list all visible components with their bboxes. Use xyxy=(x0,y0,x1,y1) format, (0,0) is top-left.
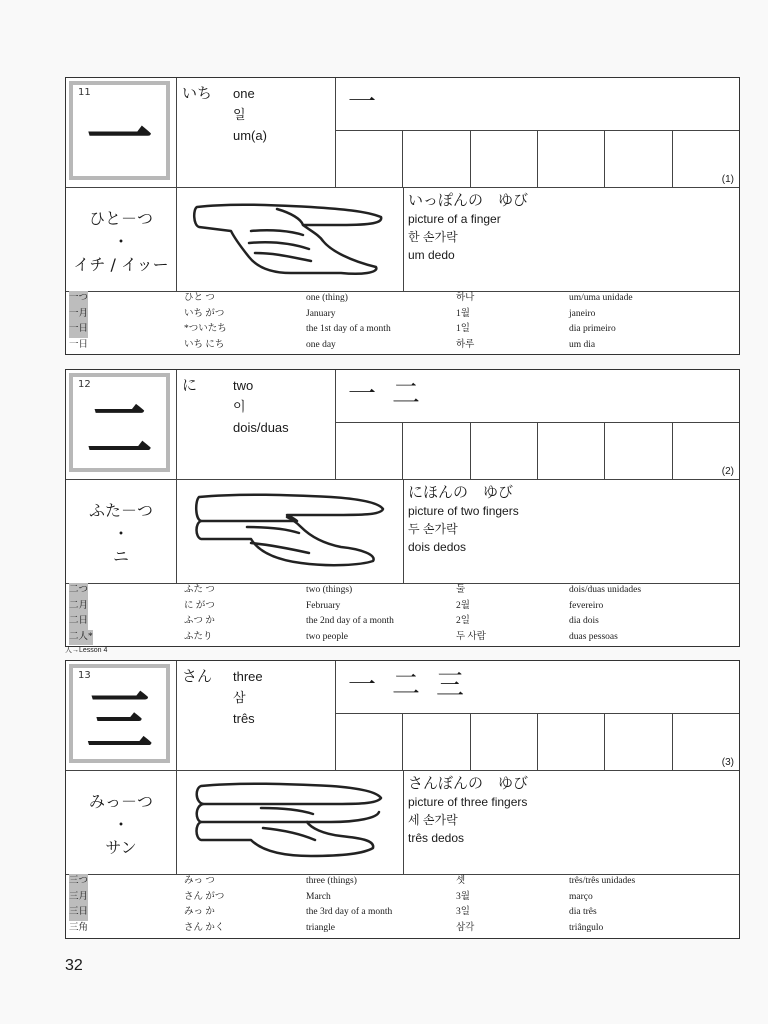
kanji-card-1 xyxy=(65,77,740,355)
kanji-box xyxy=(66,661,177,770)
origin-english: picture of a finger xyxy=(408,212,501,226)
vocab-reading: に がつ xyxy=(184,600,215,611)
vocab-english: two (things) xyxy=(306,585,353,595)
vocab-portuguese: um/uma unidade xyxy=(569,293,633,303)
vocab-reading: いち にち xyxy=(184,339,225,350)
vocab-korean: 1일 xyxy=(456,324,470,334)
vocab-english: one day xyxy=(306,339,336,350)
vocab-row xyxy=(66,630,739,646)
origin-english: picture of three fingers xyxy=(408,795,528,809)
kun-reading: みっ－つ xyxy=(88,792,153,811)
vocabulary-table xyxy=(66,291,739,353)
vocab-english: February xyxy=(306,600,341,611)
vocab-portuguese: fevereiro xyxy=(569,600,604,611)
vocab-reading: ひと つ xyxy=(184,293,215,303)
separator-dot: ・ xyxy=(112,524,129,543)
vocab-portuguese: janeiro xyxy=(569,308,596,319)
vocab-korean: 2월 xyxy=(456,600,470,611)
meaning-english: three xyxy=(233,669,263,684)
vocab-english: three (things) xyxy=(306,876,357,886)
stroke-order-panel xyxy=(336,78,739,187)
vocab-portuguese: um dia xyxy=(569,339,596,350)
vocab-row xyxy=(66,890,739,906)
origin-title: さんぼんの ゆび xyxy=(408,774,529,792)
entry-number: 12 xyxy=(78,379,91,390)
two-finger-hand-icon xyxy=(191,487,391,573)
vocab-english: January xyxy=(306,308,336,319)
vocab-korean: 1월 xyxy=(456,308,470,319)
vocab-korean: 하나 xyxy=(456,293,475,303)
kun-on-readings xyxy=(66,770,177,874)
vocab-row xyxy=(66,874,739,890)
origin-panel xyxy=(404,770,739,874)
kun-on-readings xyxy=(66,187,177,291)
cross-reference-note: 人→Lesson 4 xyxy=(65,647,108,654)
on-reading: イチ / イッー xyxy=(73,255,169,274)
meaning-portuguese: dois/duas xyxy=(233,420,289,435)
vocab-reading: ふつ か xyxy=(184,616,215,626)
origin-panel xyxy=(404,187,739,291)
kanji-character: 一 xyxy=(86,100,153,177)
on-reading: ニ xyxy=(112,547,129,566)
vocab-word: 三日 xyxy=(69,905,88,921)
vocab-portuguese: dois/duas unidades xyxy=(569,585,642,595)
vocab-row xyxy=(66,583,739,599)
vocab-english: triangle xyxy=(306,922,336,933)
stroke-count: (1) xyxy=(721,174,734,185)
kanji-character: 三 xyxy=(86,683,153,760)
vocabulary-table xyxy=(66,874,739,936)
kanji-box xyxy=(66,78,177,187)
vocab-word: 三月 xyxy=(69,890,88,906)
vocab-portuguese: dia primeiro xyxy=(569,324,616,334)
vocab-korean: 두 사람 xyxy=(456,631,486,642)
hand-illustration xyxy=(177,479,404,583)
origin-portuguese: três dedos xyxy=(408,831,465,845)
vocab-korean: 하루 xyxy=(456,339,475,350)
vocab-portuguese: triângulo xyxy=(569,922,604,933)
kanji-card-2 xyxy=(65,369,740,647)
origin-korean: 두 손가락 xyxy=(408,522,458,536)
vocab-word: 二日 xyxy=(69,614,88,630)
vocab-portuguese: dia três xyxy=(569,907,597,917)
kun-on-readings xyxy=(66,479,177,583)
meaning-korean: 일 xyxy=(233,107,246,122)
readings-panel xyxy=(177,78,336,187)
kun-reading: ふた－つ xyxy=(88,501,153,520)
vocab-portuguese: três/três unidades xyxy=(569,876,636,886)
vocab-reading: ふた つ xyxy=(184,585,215,595)
kana-reading: さん xyxy=(182,667,213,685)
vocab-word: 二月 xyxy=(69,599,88,615)
kana-reading: いち xyxy=(182,84,213,102)
readings-panel xyxy=(177,661,336,770)
separator-dot: ・ xyxy=(112,232,129,251)
vocab-reading: みっ つ xyxy=(184,876,215,886)
vocab-korean: 삼각 xyxy=(456,922,475,933)
vocab-korean: 둘 xyxy=(456,585,466,595)
meaning-english: one xyxy=(233,86,255,101)
vocab-word: 二人* xyxy=(69,630,93,646)
origin-portuguese: um dedo xyxy=(408,248,455,262)
kun-reading: ひと－つ xyxy=(88,209,153,228)
hand-illustration xyxy=(177,770,404,874)
vocab-reading: みっ か xyxy=(184,907,215,917)
meaning-portuguese: um(a) xyxy=(233,128,267,143)
kanji-card-3 xyxy=(65,660,740,939)
practice-grid xyxy=(336,130,739,187)
practice-grid xyxy=(336,713,739,770)
vocab-korean: 2일 xyxy=(456,616,470,626)
vocab-reading: さん がつ xyxy=(184,891,225,902)
kanji-character: 二 xyxy=(86,392,153,469)
vocab-korean: 3일 xyxy=(456,907,470,917)
vocab-english: the 3rd day of a month xyxy=(306,907,393,917)
origin-korean: 세 손가락 xyxy=(408,813,458,827)
stroke-sequence: 一二 xyxy=(348,377,437,410)
stroke-sequence: 一 xyxy=(348,85,393,118)
origin-title: いっぽんの ゆび xyxy=(408,191,529,209)
vocab-row xyxy=(66,338,739,354)
kana-reading: に xyxy=(182,376,198,394)
vocab-english: March xyxy=(306,891,331,902)
vocab-row xyxy=(66,614,739,630)
vocab-word: 三角 xyxy=(69,922,89,933)
vocab-row xyxy=(66,307,739,323)
origin-portuguese: dois dedos xyxy=(408,540,467,554)
stroke-order-panel xyxy=(336,661,739,770)
kanji-box xyxy=(66,370,177,479)
page-number: 32 xyxy=(65,957,83,974)
vocab-korean: 셋 xyxy=(456,876,466,886)
meaning-portuguese: três xyxy=(233,711,255,726)
entry-number: 13 xyxy=(78,670,91,681)
vocab-word: 三つ xyxy=(69,874,88,890)
vocabulary-table xyxy=(66,583,739,645)
entry-number: 11 xyxy=(78,87,91,98)
vocab-portuguese: dia dois xyxy=(569,616,599,626)
vocab-portuguese: março xyxy=(569,891,593,902)
vocab-word: 一日 xyxy=(69,339,89,350)
vocab-row xyxy=(66,291,739,307)
vocab-row xyxy=(66,921,739,937)
vocab-korean: 3월 xyxy=(456,891,470,902)
vocab-reading: *ついたち xyxy=(184,324,227,334)
vocab-word: 二つ xyxy=(69,583,88,599)
stroke-count: (2) xyxy=(721,466,734,477)
vocab-word: 一日 xyxy=(69,322,88,338)
separator-dot: ・ xyxy=(112,815,129,834)
origin-english: picture of two fingers xyxy=(408,504,519,518)
vocab-portuguese: duas pessoas xyxy=(569,631,618,642)
vocab-reading: ふたり xyxy=(184,631,213,642)
vocab-row xyxy=(66,599,739,615)
vocab-row xyxy=(66,322,739,338)
on-reading: サン xyxy=(105,838,137,857)
origin-title: にほんの ゆび xyxy=(408,483,514,501)
vocab-word: 一月 xyxy=(69,307,88,323)
vocab-reading: いち がつ xyxy=(184,308,225,319)
stroke-sequence: 一二三 xyxy=(348,668,481,701)
origin-korean: 한 손가락 xyxy=(408,230,458,244)
vocab-english: the 2nd day of a month xyxy=(306,616,394,626)
one-finger-hand-icon xyxy=(191,195,391,281)
vocab-english: the 1st day of a month xyxy=(306,324,391,334)
readings-panel xyxy=(177,370,336,479)
vocab-row xyxy=(66,905,739,921)
practice-grid xyxy=(336,422,739,479)
meaning-english: two xyxy=(233,378,254,393)
vocab-english: one (thing) xyxy=(306,293,348,303)
vocab-english: two people xyxy=(306,631,348,642)
meaning-korean: 이 xyxy=(233,399,246,414)
stroke-order-panel xyxy=(336,370,739,479)
origin-panel xyxy=(404,479,739,583)
vocab-word: 一つ xyxy=(69,291,88,307)
hand-illustration xyxy=(177,187,404,291)
meaning-korean: 삼 xyxy=(233,690,246,705)
three-finger-hand-icon xyxy=(191,778,391,864)
stroke-count: (3) xyxy=(721,757,734,768)
vocab-reading: さん かく xyxy=(184,922,225,933)
